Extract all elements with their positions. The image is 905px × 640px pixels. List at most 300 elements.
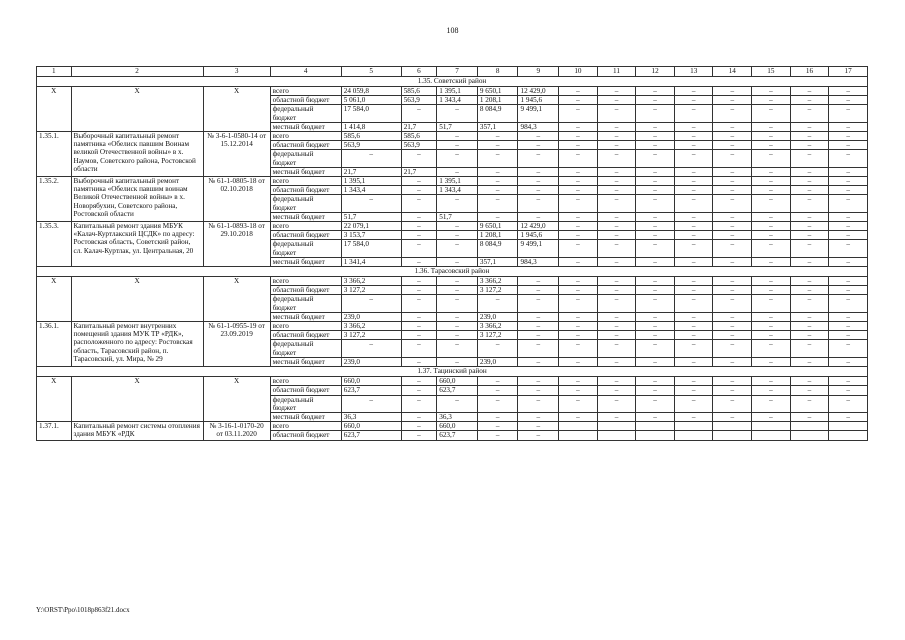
file-path-footer: Y:\ORST\Ppo\1018p863f21.docx xyxy=(36,606,130,614)
empty-year-cell: – xyxy=(829,132,868,141)
empty-year-cell: – xyxy=(790,312,829,321)
funding-source: федеральный бюджет xyxy=(270,150,341,167)
amount-cell: – xyxy=(341,395,401,412)
amount-cell: – xyxy=(401,231,437,240)
amount-cell: 660,0 xyxy=(341,422,401,431)
empty-year-cell: – xyxy=(597,312,636,321)
amount-cell: – xyxy=(518,322,559,331)
amount-cell: 36,3 xyxy=(341,412,401,421)
item-number: Х xyxy=(37,377,72,422)
amount-cell: 17 584,0 xyxy=(341,240,401,257)
amount-cell: – xyxy=(518,357,559,366)
empty-year-cell: – xyxy=(713,105,752,122)
empty-year-cell: – xyxy=(829,96,868,105)
empty-year-cell: – xyxy=(829,386,868,395)
column-number-row xyxy=(37,67,868,77)
funding-source: федеральный бюджет xyxy=(270,340,341,357)
empty-year-cell: – xyxy=(559,150,598,167)
amount-cell: – xyxy=(437,286,478,295)
amount-cell: – xyxy=(518,377,559,386)
empty-year-cell: – xyxy=(597,122,636,131)
empty-year-cell: – xyxy=(559,277,598,286)
empty-year-cell: – xyxy=(597,87,636,96)
empty-year-cell: – xyxy=(636,386,675,395)
table-row xyxy=(37,322,868,331)
amount-cell: 239,0 xyxy=(341,312,401,321)
empty-year-cell: – xyxy=(636,186,675,195)
empty-year-cell: – xyxy=(829,395,868,412)
empty-year-cell: – xyxy=(597,186,636,195)
column-header: 2 xyxy=(71,67,203,77)
amount-cell: – xyxy=(518,386,559,395)
amount-cell: – xyxy=(401,377,437,386)
budget-table xyxy=(36,66,868,441)
amount-cell: 22 079,1 xyxy=(341,222,401,231)
empty-year-cell: – xyxy=(829,186,868,195)
empty-year-cell: – xyxy=(636,322,675,331)
amount-cell: – xyxy=(437,141,478,150)
empty-year-cell: – xyxy=(597,412,636,421)
amount-cell: 660,0 xyxy=(437,377,478,386)
empty-year-cell: – xyxy=(674,331,713,340)
empty-year-cell: – xyxy=(559,177,598,186)
empty-year-cell: – xyxy=(559,257,598,266)
empty-year-cell: – xyxy=(597,96,636,105)
column-header: 14 xyxy=(713,67,752,77)
empty-year-cell: – xyxy=(636,377,675,386)
table-row xyxy=(37,422,868,431)
amount-cell: – xyxy=(437,105,478,122)
amount-cell: 623,7 xyxy=(341,386,401,395)
item-number: Х xyxy=(37,87,72,132)
empty-year-cell: – xyxy=(829,340,868,357)
empty-year-cell: – xyxy=(597,357,636,366)
empty-year-cell: – xyxy=(752,331,791,340)
amount-cell: – xyxy=(518,150,559,167)
amount-cell: – xyxy=(518,277,559,286)
amount-cell: – xyxy=(477,186,518,195)
empty-year-cell: – xyxy=(829,331,868,340)
funding-source: областной бюджет xyxy=(270,186,341,195)
document-reference: Х xyxy=(203,377,270,422)
empty-year-cell: – xyxy=(713,257,752,266)
empty-year-cell: – xyxy=(636,312,675,321)
amount-cell: – xyxy=(401,212,437,221)
empty-year-cell xyxy=(713,431,752,440)
amount-cell: – xyxy=(401,395,437,412)
empty-year-cell: – xyxy=(559,87,598,96)
amount-cell: – xyxy=(477,295,518,312)
funding-source: местный бюджет xyxy=(270,167,341,176)
amount-cell: 9 499,1 xyxy=(518,240,559,257)
amount-cell: – xyxy=(518,167,559,176)
empty-year-cell: – xyxy=(559,105,598,122)
amount-cell: – xyxy=(518,141,559,150)
amount-cell: – xyxy=(518,331,559,340)
document-reference: № 3-6-1-0580-14 от 15.12.2014 xyxy=(203,132,270,177)
amount-cell: – xyxy=(401,222,437,231)
amount-cell: – xyxy=(341,340,401,357)
amount-cell: – xyxy=(401,431,437,440)
empty-year-cell: – xyxy=(752,177,791,186)
item-number: 1.35.2. xyxy=(37,177,72,222)
empty-year-cell: – xyxy=(674,357,713,366)
amount-cell: 17 584,0 xyxy=(341,105,401,122)
amount-cell: 3 127,2 xyxy=(341,331,401,340)
empty-year-cell: – xyxy=(559,340,598,357)
amount-cell: 12 429,0 xyxy=(518,222,559,231)
amount-cell: 1 945,6 xyxy=(518,96,559,105)
funding-source: всего xyxy=(270,277,341,286)
amount-cell: 984,3 xyxy=(518,122,559,131)
empty-year-cell: – xyxy=(829,257,868,266)
empty-year-cell: – xyxy=(752,222,791,231)
empty-year-cell: – xyxy=(790,195,829,212)
empty-year-cell: – xyxy=(713,195,752,212)
empty-year-cell: – xyxy=(752,340,791,357)
empty-year-cell: – xyxy=(790,412,829,421)
empty-year-cell: – xyxy=(790,212,829,221)
empty-year-cell: – xyxy=(752,357,791,366)
empty-year-cell: – xyxy=(636,105,675,122)
empty-year-cell: – xyxy=(752,322,791,331)
empty-year-cell: – xyxy=(636,212,675,221)
empty-year-cell: – xyxy=(752,212,791,221)
empty-year-cell: – xyxy=(559,412,598,421)
amount-cell: 1 395,1 xyxy=(341,177,401,186)
empty-year-cell: – xyxy=(674,231,713,240)
empty-year-cell: – xyxy=(674,295,713,312)
column-header: 8 xyxy=(477,67,518,77)
empty-year-cell: – xyxy=(713,322,752,331)
amount-cell: 623,7 xyxy=(341,431,401,440)
empty-year-cell: – xyxy=(597,386,636,395)
object-name: Х xyxy=(71,87,203,132)
table-row xyxy=(37,177,868,186)
empty-year-cell: – xyxy=(597,340,636,357)
amount-cell: 1 945,6 xyxy=(518,231,559,240)
column-header: 17 xyxy=(829,67,868,77)
empty-year-cell: – xyxy=(597,240,636,257)
amount-cell: – xyxy=(477,412,518,421)
amount-cell: – xyxy=(477,177,518,186)
amount-cell: 239,0 xyxy=(341,357,401,366)
amount-cell: – xyxy=(401,331,437,340)
funding-source: всего xyxy=(270,132,341,141)
empty-year-cell: – xyxy=(674,141,713,150)
amount-cell: – xyxy=(437,231,478,240)
empty-year-cell xyxy=(559,422,598,431)
amount-cell: 36,3 xyxy=(437,412,478,421)
amount-cell: 9 499,1 xyxy=(518,105,559,122)
amount-cell: – xyxy=(437,340,478,357)
amount-cell: 563,9 xyxy=(341,141,401,150)
empty-year-cell: – xyxy=(752,122,791,131)
empty-year-cell: – xyxy=(559,395,598,412)
empty-year-cell: – xyxy=(713,240,752,257)
amount-cell: 24 059,8 xyxy=(341,87,401,96)
amount-cell: – xyxy=(477,377,518,386)
empty-year-cell: – xyxy=(559,322,598,331)
amount-cell: – xyxy=(401,322,437,331)
amount-cell: – xyxy=(518,340,559,357)
amount-cell: 21,7 xyxy=(341,167,401,176)
empty-year-cell xyxy=(559,431,598,440)
amount-cell: – xyxy=(518,132,559,141)
document-reference: № 61-1-0955-19 от 23.09.2019 xyxy=(203,322,270,367)
amount-cell: – xyxy=(437,240,478,257)
item-number: 1.35.1. xyxy=(37,132,72,177)
empty-year-cell: – xyxy=(597,132,636,141)
amount-cell: – xyxy=(401,105,437,122)
funding-source: местный бюджет xyxy=(270,357,341,366)
empty-year-cell: – xyxy=(713,186,752,195)
funding-source: всего xyxy=(270,322,341,331)
empty-year-cell: – xyxy=(790,257,829,266)
empty-year-cell xyxy=(829,422,868,431)
empty-year-cell: – xyxy=(790,231,829,240)
empty-year-cell: – xyxy=(559,132,598,141)
amount-cell: – xyxy=(518,431,559,440)
empty-year-cell: – xyxy=(636,122,675,131)
amount-cell: – xyxy=(477,340,518,357)
funding-source: местный бюджет xyxy=(270,412,341,421)
amount-cell: – xyxy=(401,386,437,395)
column-header: 11 xyxy=(597,67,636,77)
empty-year-cell: – xyxy=(636,150,675,167)
funding-source: областной бюджет xyxy=(270,286,341,295)
empty-year-cell: – xyxy=(790,222,829,231)
empty-year-cell: – xyxy=(713,377,752,386)
empty-year-cell: – xyxy=(674,186,713,195)
empty-year-cell: – xyxy=(674,240,713,257)
item-number: 1.37.1. xyxy=(37,422,72,440)
empty-year-cell: – xyxy=(559,141,598,150)
empty-year-cell: – xyxy=(597,105,636,122)
amount-cell: 51,7 xyxy=(437,122,478,131)
amount-cell: 984,3 xyxy=(518,257,559,266)
funding-source: федеральный бюджет xyxy=(270,395,341,412)
empty-year-cell: – xyxy=(674,222,713,231)
empty-year-cell: – xyxy=(559,195,598,212)
empty-year-cell: – xyxy=(790,177,829,186)
amount-cell: 1 343,4 xyxy=(437,96,478,105)
empty-year-cell: – xyxy=(790,150,829,167)
empty-year-cell: – xyxy=(790,122,829,131)
table-row xyxy=(37,222,868,231)
amount-cell: – xyxy=(401,312,437,321)
empty-year-cell xyxy=(597,422,636,431)
amount-cell: 623,7 xyxy=(437,431,478,440)
empty-year-cell: – xyxy=(790,87,829,96)
empty-year-cell: – xyxy=(597,141,636,150)
amount-cell: – xyxy=(437,222,478,231)
funding-source: федеральный бюджет xyxy=(270,105,341,122)
object-name: Х xyxy=(71,377,203,422)
amount-cell: – xyxy=(518,177,559,186)
column-header: 4 xyxy=(270,67,341,77)
empty-year-cell: – xyxy=(636,295,675,312)
empty-year-cell: – xyxy=(559,96,598,105)
amount-cell: 239,0 xyxy=(477,312,518,321)
amount-cell: – xyxy=(518,295,559,312)
empty-year-cell: – xyxy=(674,177,713,186)
empty-year-cell: – xyxy=(752,312,791,321)
empty-year-cell: – xyxy=(674,322,713,331)
column-header: 15 xyxy=(752,67,791,77)
empty-year-cell: – xyxy=(636,141,675,150)
empty-year-cell: – xyxy=(674,312,713,321)
amount-cell: – xyxy=(518,212,559,221)
empty-year-cell: – xyxy=(829,177,868,186)
empty-year-cell: – xyxy=(597,231,636,240)
amount-cell: – xyxy=(437,322,478,331)
funding-source: областной бюджет xyxy=(270,231,341,240)
empty-year-cell: – xyxy=(674,150,713,167)
empty-year-cell: – xyxy=(790,96,829,105)
amount-cell: 585,6 xyxy=(341,132,401,141)
empty-year-cell: – xyxy=(559,212,598,221)
amount-cell: – xyxy=(437,295,478,312)
column-header: 9 xyxy=(518,67,559,77)
empty-year-cell: – xyxy=(636,286,675,295)
empty-year-cell: – xyxy=(790,240,829,257)
amount-cell: – xyxy=(401,412,437,421)
empty-year-cell xyxy=(713,422,752,431)
object-name: Х xyxy=(71,277,203,322)
amount-cell: – xyxy=(518,395,559,412)
empty-year-cell: – xyxy=(636,357,675,366)
empty-year-cell: – xyxy=(674,87,713,96)
section-header-row xyxy=(37,367,868,377)
section-title: 1.37. Тацинский район xyxy=(37,367,868,377)
amount-cell: – xyxy=(401,277,437,286)
amount-cell: 585,6 xyxy=(401,132,437,141)
empty-year-cell: – xyxy=(674,122,713,131)
amount-cell: – xyxy=(477,395,518,412)
amount-cell: 3 366,2 xyxy=(341,277,401,286)
column-header: 10 xyxy=(559,67,598,77)
empty-year-cell: – xyxy=(829,87,868,96)
empty-year-cell: – xyxy=(636,340,675,357)
empty-year-cell: – xyxy=(752,286,791,295)
amount-cell: – xyxy=(401,286,437,295)
empty-year-cell: – xyxy=(597,167,636,176)
funding-source: всего xyxy=(270,177,341,186)
amount-cell: – xyxy=(401,295,437,312)
empty-year-cell: – xyxy=(559,186,598,195)
empty-year-cell: – xyxy=(674,96,713,105)
empty-year-cell: – xyxy=(790,105,829,122)
amount-cell: 3 127,2 xyxy=(477,286,518,295)
table-row xyxy=(37,132,868,141)
empty-year-cell: – xyxy=(559,167,598,176)
section-title: 1.36. Тарасовский район xyxy=(37,267,868,277)
amount-cell: – xyxy=(341,150,401,167)
funding-source: федеральный бюджет xyxy=(270,295,341,312)
amount-cell: 3 127,2 xyxy=(477,331,518,340)
amount-cell: 1 395,1 xyxy=(437,177,478,186)
empty-year-cell: – xyxy=(829,122,868,131)
empty-year-cell: – xyxy=(713,395,752,412)
amount-cell: 3 366,2 xyxy=(477,277,518,286)
document-reference: Х xyxy=(203,87,270,132)
section-header-row xyxy=(37,267,868,277)
empty-year-cell: – xyxy=(790,357,829,366)
table-row xyxy=(37,377,868,386)
amount-cell: 3 366,2 xyxy=(477,322,518,331)
empty-year-cell: – xyxy=(559,331,598,340)
empty-year-cell: – xyxy=(597,286,636,295)
empty-year-cell: – xyxy=(829,212,868,221)
empty-year-cell: – xyxy=(597,212,636,221)
amount-cell: 8 084,9 xyxy=(477,240,518,257)
amount-cell: – xyxy=(437,331,478,340)
empty-year-cell: – xyxy=(597,150,636,167)
amount-cell: 1 343,4 xyxy=(341,186,401,195)
amount-cell: – xyxy=(437,132,478,141)
amount-cell: 5 061,0 xyxy=(341,96,401,105)
empty-year-cell: – xyxy=(752,141,791,150)
empty-year-cell: – xyxy=(752,377,791,386)
empty-year-cell: – xyxy=(829,231,868,240)
document-reference: Х xyxy=(203,277,270,322)
empty-year-cell: – xyxy=(636,177,675,186)
amount-cell: – xyxy=(477,212,518,221)
funding-source: областной бюджет xyxy=(270,431,341,440)
empty-year-cell: – xyxy=(790,277,829,286)
empty-year-cell: – xyxy=(752,412,791,421)
empty-year-cell: – xyxy=(597,177,636,186)
empty-year-cell: – xyxy=(559,222,598,231)
amount-cell: – xyxy=(401,340,437,357)
amount-cell: 1 208,1 xyxy=(477,231,518,240)
empty-year-cell: – xyxy=(752,277,791,286)
amount-cell: – xyxy=(341,295,401,312)
funding-source: местный бюджет xyxy=(270,312,341,321)
amount-cell: 8 084,9 xyxy=(477,105,518,122)
empty-year-cell: – xyxy=(559,240,598,257)
column-header: 12 xyxy=(636,67,675,77)
page-number: 108 xyxy=(446,26,459,35)
empty-year-cell: – xyxy=(674,286,713,295)
empty-year-cell: – xyxy=(674,195,713,212)
empty-year-cell: – xyxy=(636,222,675,231)
amount-cell: 563,9 xyxy=(401,96,437,105)
amount-cell: – xyxy=(437,257,478,266)
empty-year-cell: – xyxy=(752,186,791,195)
funding-source: областной бюджет xyxy=(270,141,341,150)
amount-cell: 357,1 xyxy=(477,257,518,266)
amount-cell: – xyxy=(437,312,478,321)
empty-year-cell: – xyxy=(636,395,675,412)
empty-year-cell: – xyxy=(790,377,829,386)
empty-year-cell: – xyxy=(829,295,868,312)
empty-year-cell: – xyxy=(713,150,752,167)
empty-year-cell: – xyxy=(713,212,752,221)
funding-source: всего xyxy=(270,377,341,386)
empty-year-cell: – xyxy=(636,231,675,240)
empty-year-cell: – xyxy=(829,195,868,212)
empty-year-cell: – xyxy=(790,186,829,195)
object-name: Капитальный ремонт здания МБУК «Калач-Куртлакский ЦСДК» по адресу: Ростовская область, Советский район, сл. Калач-Куртлак, ул. Центральная, 20 xyxy=(71,222,203,267)
empty-year-cell: – xyxy=(559,377,598,386)
empty-year-cell: – xyxy=(674,377,713,386)
amount-cell: 51,7 xyxy=(437,212,478,221)
amount-cell: 12 429,0 xyxy=(518,87,559,96)
empty-year-cell: – xyxy=(713,340,752,357)
empty-year-cell: – xyxy=(636,132,675,141)
